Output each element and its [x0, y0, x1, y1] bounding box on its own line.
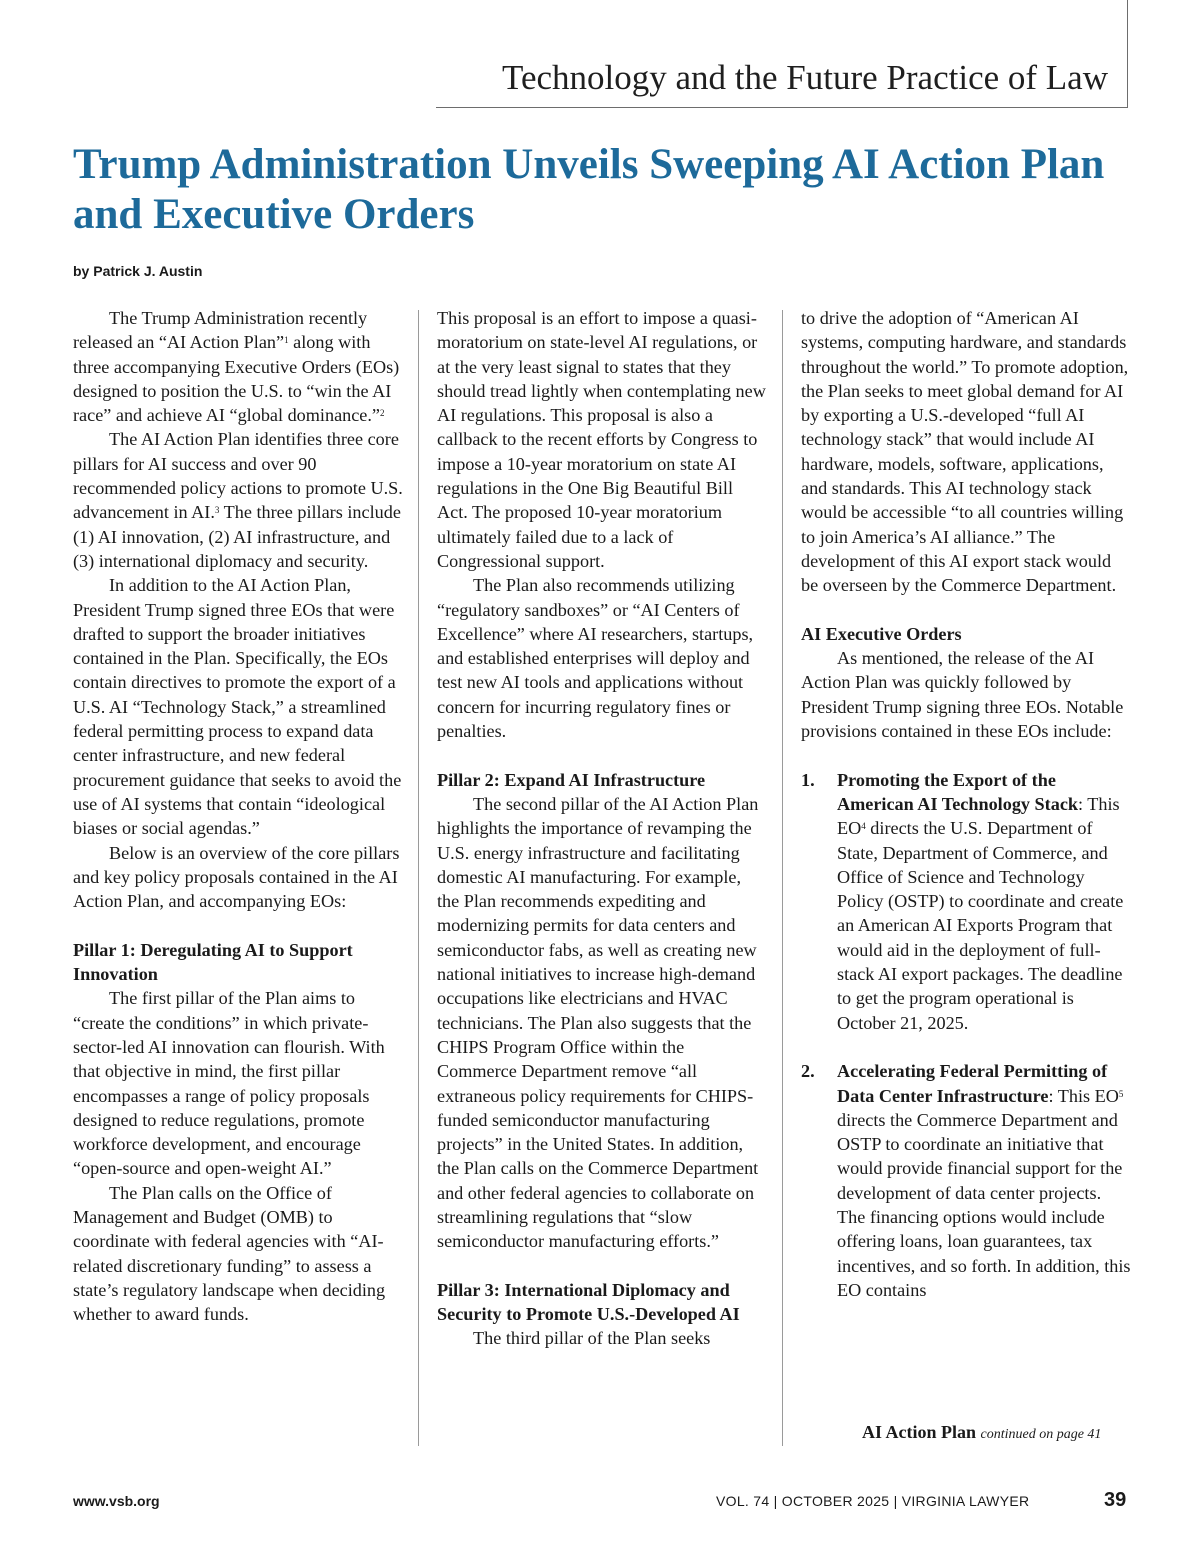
text: directs the U.S. Department of State, Department of Commerce, and Office of Science and Technology Policy (OSTP) to coordinate and create an American AI Exports Program that would aid in the deployment of full-stack AI export packages. The deadline to get the program operational is October 21, 2025.: [837, 818, 1124, 1033]
continuation-note[interactable]: [862, 1422, 1101, 1443]
text: : This EO: [837, 793, 1120, 839]
column-1: [73, 306, 403, 1326]
paragraph: As mentioned, the release of the AI Action Plan was quickly followed by President Trump signing three EOs. Notable provisions contained in these EOs include:: [801, 648, 1124, 742]
paragraph: The Plan calls on the Office of Management and Budget (OMB) to coordinate with federal agencies with “AI-related discretionary funding” to assess a state’s regulatory landscape when deciding whether to award funds.: [73, 1182, 386, 1325]
paragraph: to drive the adoption of “American AI systems, computing hardware, and standards throughout the world.” To promote adoption, the Plan seeks to meet global demand for AI by exporting a U.S.-developed “full AI technology stack” that would include AI hardware, models, software, applications, and standards. This AI technology stack would be accessible “to all countries willing to join America’s AI alliance.” The development of this AI export stack would be overseen by the Commerce Department.: [801, 308, 1129, 596]
paragraph: This proposal is an effort to impose a quasi-moratorium on state-level AI regulations, or at the very least signal to states that they should tread lightly when contemplating new AI regulations. This proposal is also a callback to the recent efforts by Congress to impose a 10-year moratorium on state AI regulations in the One Big Beautiful Bill Act. The proposed 10-year moratorium ultimately failed due to a lack of Congressional support.: [437, 308, 766, 571]
footer-issue: VOL. 74 | OCTOBER 2025 | VIRGINIA LAWYER: [716, 1493, 1030, 1509]
paragraph: The first pillar of the Plan aims to “create the conditions” in which private-sector-led AI innovation can flourish. With that objective in mind, the first pillar encompasses a range of policy proposals designed to reduce regulations, promote workforce development, and encourage “open-source and open-weight AI.”: [73, 988, 385, 1179]
column-2: [437, 306, 767, 1351]
text: along with three accompanying Executive Orders (EOs) designed to position the U.S. to “win the AI race” and achieve AI “global dominance.”: [73, 332, 400, 426]
list-number: 2.: [801, 1061, 815, 1082]
column-divider: [418, 310, 419, 1446]
column-divider: [782, 310, 783, 1446]
paragraph: The Plan also recommends utilizing “regulatory sandboxes” or “AI Centers of Excellence” where AI researchers, startups, and established enterprises will deploy and test new AI tools and applications without concern for incurring regulatory fines or penalties.: [437, 575, 754, 742]
paragraph: Below is an overview of the core pillars and key policy proposals contained in the AI Action Plan, and accompanying EOs:: [73, 842, 400, 912]
list-item: [801, 1059, 1131, 1302]
column-3: [801, 306, 1131, 1302]
section-heading: Pillar 1: Deregulating AI to Support Innovation: [73, 939, 353, 985]
text: : This EO: [1048, 1085, 1119, 1106]
article-title: Trump Administration Unveils Sweeping AI Action Plan and Executive Orders: [73, 141, 1105, 238]
section-heading: Pillar 3: International Diplomacy and Security to Promote U.S.-Developed AI: [437, 1279, 740, 1325]
list-text: [837, 768, 1131, 1035]
footnote-ref[interactable]: 5: [1118, 1088, 1124, 1099]
text: The AI Action Plan identifies three core pillars for AI success and over 90 recommended policy actions to promote U.S. advancement in AI.: [73, 429, 403, 523]
continuation-text: continued on page 41: [980, 1427, 1102, 1442]
continuation-label: AI Action Plan: [862, 1422, 977, 1442]
footnote-ref[interactable]: 3: [214, 505, 220, 516]
byline: by Patrick J. Austin: [73, 263, 203, 279]
section-title: Technology and the Future Practice of Law: [502, 58, 1108, 97]
page-number: 39: [1104, 1489, 1127, 1511]
text: The Trump Administration recently released an “AI Action Plan”: [73, 308, 368, 353]
paragraph: In addition to the AI Action Plan, President Trump signed three EOs that were drafted to support the broader initiatives contained in the Plan. Specifically, the EOs contain directives to promote the export of a U.S. AI “Technology Stack,” a streamlined federal permitting process to expand data center infrastructure, and new federal procurement guidance that seeks to avoid the use of AI systems that contain “ideological biases or social agendas.”: [73, 575, 402, 839]
section-heading: AI Executive Orders: [801, 623, 962, 644]
list-number: 1.: [801, 769, 815, 790]
text: directs the Commerce Department and OSTP to coordinate an initiative that would provide financial support for the development of data center projects. The financing options would include offering loans, loan guarantees, tax incentives, and so forth. In addition, this EO contains: [837, 1109, 1131, 1300]
footnote-ref[interactable]: 2: [380, 408, 385, 419]
header-vertical-rule: [1127, 0, 1128, 108]
footnote-ref[interactable]: 1: [284, 335, 289, 346]
footer-url[interactable]: www.vsb.org: [73, 1493, 160, 1509]
text: The three pillars include (1) AI innovation, (2) AI infrastructure, and (3) international diplomacy and security.: [73, 502, 401, 571]
list-item-heading: Accelerating Federal Permitting of Data Center Infrastructure: [837, 1061, 1108, 1106]
paragraph: [73, 306, 403, 427]
paragraph: The second pillar of the AI Action Plan highlights the importance of revamping the U.S. energy infrastructure and facilitating domestic AI manufacturing. For example, the Plan recommends expediting and modernizing permits for data centers and semiconductor fabs, as well as creating new national initiatives to increase high-demand occupations like electricians and HVAC technicians. The Plan also suggests that the CHIPS Program Office within the Commerce Department remove “all extraneous policy requirements for CHIPS-funded semiconductor manufacturing projects” in the United States. In addition, the Plan calls on the Commerce Department and other federal agencies to collaborate on streamlining regulations that “slow semiconductor manufacturing efforts.”: [437, 793, 759, 1252]
paragraph: [73, 427, 403, 573]
section-heading: Pillar 2: Expand AI Infrastructure: [437, 769, 706, 790]
list-item: [801, 768, 1131, 1035]
footnote-ref[interactable]: 4: [861, 821, 866, 832]
header-horizontal-rule: [436, 107, 1128, 108]
paragraph: The third pillar of the Plan seeks: [473, 1328, 711, 1349]
list-text: [837, 1059, 1131, 1302]
list-item-heading: Promoting the Export of the American AI Technology Stack: [837, 769, 1079, 814]
